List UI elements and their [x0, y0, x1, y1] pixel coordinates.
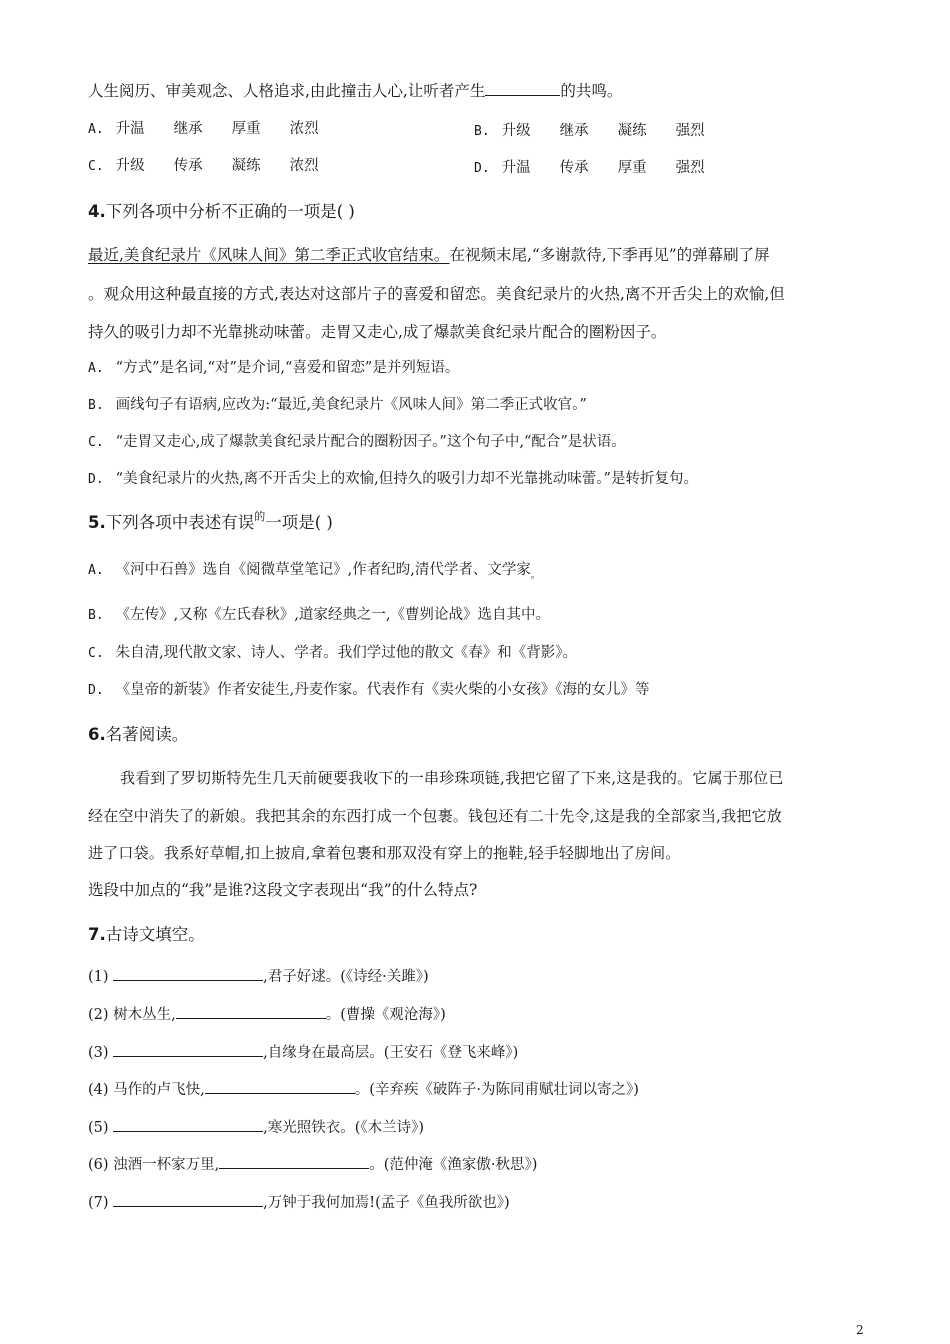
answer-blank[interactable]	[205, 1078, 355, 1094]
q7-item: (7) ,万钟于我何加焉!(孟子《鱼我所欲也》)	[88, 1191, 510, 1213]
q7-item: (1) ,君子好逑。(《诗经·关雎》)	[88, 965, 429, 987]
q5-option-d: D. 《皇帝的新装》作者安徒生,丹麦作家。代表作有《卖火柴的小女孩》《海的女儿》等	[88, 682, 650, 698]
answer-blank[interactable]	[485, 80, 560, 96]
answer-blank[interactable]	[113, 1191, 263, 1207]
page-number: 2	[856, 1323, 864, 1337]
answer-blank[interactable]	[219, 1153, 369, 1169]
q7-item: (4) 马作的卢飞快, 。(辛弃疾《破阵子·为陈同甫赋壮词以寄之》)	[88, 1078, 639, 1100]
q6-passage-line: 进了口袋。我系好草帽,扣上披肩,拿着包裹和那双没有穿上的拖鞋,轻手轻脚地出了房间。	[88, 844, 681, 862]
q7-item: (5) ,寒光照铁衣。(《木兰诗》)	[88, 1116, 424, 1138]
q4-passage-line: 。观众用这种最直接的方式,表达对这部片子的喜爱和留恋。美食纪录片的火热,离不开舌尖上的欢愉,但	[88, 285, 785, 303]
option-d: D. 升温 传承 厚重 强烈	[474, 160, 705, 176]
answer-blank[interactable]	[113, 1041, 263, 1057]
q6-passage-line: 经在空中消失了的新娘。我把其余的东西打成一个包裹。钱包还有二十先令,这是我的全部家当,我把它放	[88, 807, 782, 825]
q4-option-b: B. 画线句子有语病,应改为:“最近,美食纪录片《风味人间》第二季正式收官。”	[88, 397, 587, 413]
underlined-sentence: 最近,美食纪录片《风味人间》第二季正式收官结束。	[88, 246, 450, 264]
answer-blank[interactable]	[176, 1003, 326, 1019]
answer-blank[interactable]	[113, 965, 263, 981]
answer-blank[interactable]	[113, 1116, 263, 1132]
q7-item: (3) ,自缘身在最高层。(王安石《登飞来峰》)	[88, 1041, 518, 1063]
question-6-title: 6.名著阅读。	[88, 725, 189, 744]
option-c: C. 升级 传承 凝练 浓烈	[88, 158, 319, 174]
intro-line: 人生阅历、审美观念、人格追求,由此撞击人心,让听者产生 的共鸣。	[88, 82, 623, 100]
q4-option-c: C. “走胃又走心,成了爆款美食纪录片配合的圈粉因子。”这个句子中,“配合”是状语。	[88, 434, 626, 450]
question-7-title: 7.古诗文填空。	[88, 925, 205, 944]
q6-question: 选段中加点的“我”是谁?这段文字表现出“我”的什么特点?	[88, 881, 478, 899]
q5-option-a: A. 《河中石兽》选自《阅微草堂笔记》,作者纪昀,清代学者、文学家$_。$	[88, 562, 541, 581]
question-5-title: 5.下列各项中表述有误$^的$一项是( )	[88, 510, 333, 532]
q4-passage-line: 持久的吸引力却不光靠挑动味蕾。走胃又走心,成了爆款美食纪录片配合的圈粉因子。	[88, 323, 667, 341]
q4-option-a: A. “方式”是名词,“对”是介词,“喜爱和留恋”是并列短语。	[88, 360, 460, 376]
question-4-title: 4.下列各项中分析不正确的一项是( )	[88, 202, 355, 221]
q5-option-b: B. 《左传》,又称《左氏春秋》,道家经典之一,《曹刿论战》选自其中。	[88, 607, 550, 623]
q7-item: (2) 树木丛生, 。(曹操《观沧海》)	[88, 1003, 446, 1025]
q4-option-d: D. “美食纪录片的火热,离不开舌尖上的欢愉,但持久的吸引力却不光靠挑动味蕾。”是转折复句。	[88, 471, 698, 487]
option-b: B. 升级 继承 凝练 强烈	[474, 123, 705, 139]
q6-passage-line: 我看到了罗切斯特先生几天前硬要我收下的一串珍珠项链,我把它留了下来,这是我的。它属于那位已	[120, 769, 784, 787]
q5-option-c: C. 朱自清,现代散文家、诗人、学者。我们学过他的散文《春》和《背影》。	[88, 645, 578, 661]
option-a: A. 升温 继承 厚重 浓烈	[88, 121, 319, 137]
q7-item: (6) 浊酒一杯家万里, 。(范仲淹《渔家傲·秋思》)	[88, 1153, 537, 1175]
q4-passage-line: 最近,美食纪录片《风味人间》第二季正式收官结束。在视频末尾,“多谢款待,下季再见”的弹幕刷了屏	[88, 246, 770, 264]
